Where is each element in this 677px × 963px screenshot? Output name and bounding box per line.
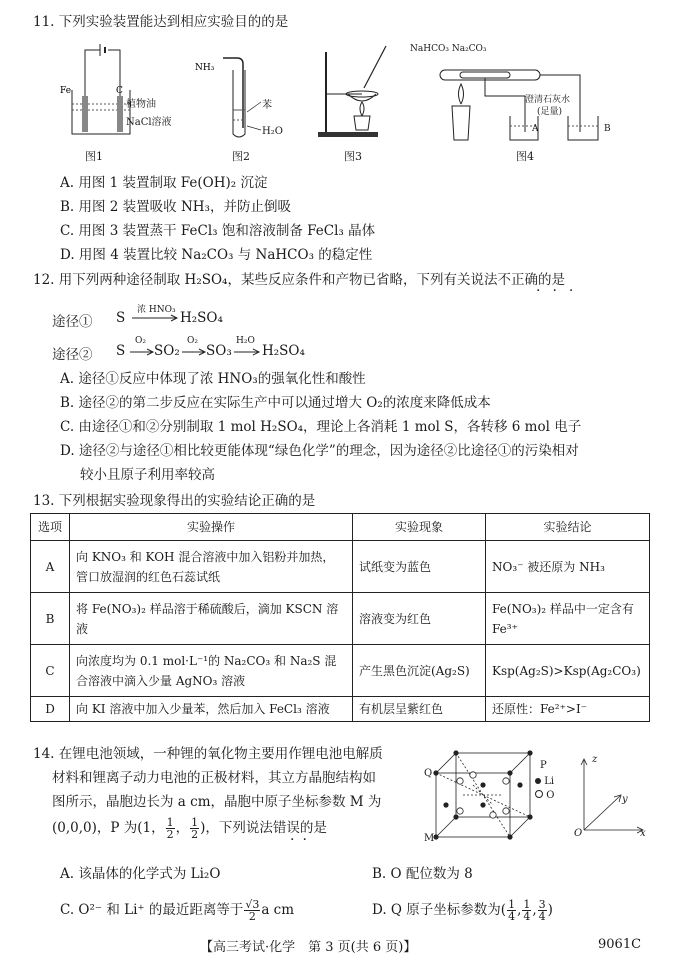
fig2-benzene-label: 苯 [262,100,272,111]
q14-stem-m: (0,0,0)，P 为(1， [52,820,165,836]
q14-stem-line3: 图所示，晶胞边长为 a cm，晶胞中原子坐标参数 M 为 [52,794,382,810]
legend-o-entry [535,790,554,801]
route1-s: S [116,310,126,326]
sqrt3-num: √3 [245,898,260,911]
unit-cell-diagram [420,745,550,845]
q-coord-y-num: 1 [523,898,531,911]
header-operation: 实验操作 [70,514,353,541]
route1-label: 途径① [52,314,93,330]
row-b-operation: 将 Fe(NO₃)₂ 样品溶于稀硫酸后，滴加 KSCN 溶液 [70,593,353,645]
route2-o2-first: O₂ [135,336,146,346]
q14-option-d: D. Q 原子坐标参数为( $\frac{1}{4}$ , $\frac{1}{4}$ , $\frac{3}{4}$ ) [372,898,553,923]
fig4-a-label: A [532,124,539,134]
sqrt3-den: 2 [248,910,256,923]
q12-emphasis-dots: ··· [536,283,586,299]
q14-option-d-text: D. Q 原子坐标参数为( [372,902,507,918]
half-fraction-2 [190,817,199,840]
q11-stem: 11. 下列实验装置能达到相应实验目的的是 [33,14,289,30]
table-header-row [31,514,650,541]
cell-p-label: P [540,760,547,771]
route1-reagent: 浓 HNO₃ [137,305,176,315]
table-row [31,541,650,593]
fig1-c-label: C [116,86,123,96]
header-phenomenon: 实验现象 [353,514,486,541]
header-conclusion: 实验结论 [486,514,650,541]
table-row [31,645,650,697]
q14-option-b: B. O 配位数为 8 [372,866,473,882]
fig4-caption: 图4 [516,150,534,163]
q14-emphasis-dots: ·· [290,832,315,848]
fig2-caption: 图2 [232,150,250,163]
fig4-excess-label: (足量) [537,107,563,117]
fig2-nh3-label: NH₃ [195,63,215,73]
route2-product: H₂SO₄ [262,343,305,359]
row-c-phenomenon: 产生黑色沉淀(Ag₂S) [353,645,486,697]
axis-z-label: z [592,754,598,765]
row-c-option: C [31,645,70,697]
route2-s: S [116,343,126,359]
half-num-2: 1 [191,816,199,829]
q12-option-c: C. 由途径①和②分别制取 1 mol H₂SO₄，理论上各消耗 1 mol S，各转移 6 mol 电子 [60,419,582,435]
route2-o2-second: O₂ [187,336,198,346]
q-coord-x-num: 1 [508,898,516,911]
half-den-1: 2 [166,828,174,841]
q13-stem: 13. 下列根据实验现象得出的实验结论正确的是 [33,493,316,509]
row-c-operation: 向浓度均为 0.1 mol·L⁻¹的 Na₂CO₃ 和 Na₂S 混合溶液中滴入少量 AgNO₃ 溶液 [70,645,353,697]
header-option: 选项 [31,514,70,541]
fig1-fe-label: Fe [60,86,72,96]
q-coord-y-den: 4 [523,910,531,923]
table-row [31,697,650,722]
q14-option-d-close: ) [547,902,553,918]
q14-stem-line4 [52,816,327,840]
axis-y-label: y [622,794,628,805]
axes-diagram [574,754,654,838]
half-fraction-1 [166,817,175,840]
fig1-nacl-label: NaCl溶液 [126,117,172,128]
q12-option-b: B. 途径②的第二步反应在实际生产中可以通过增大 O₂的浓度来降低成本 [60,395,491,411]
cell-q-label: Q [424,768,433,779]
q11-option-d: D. 用图 4 装置比较 Na₂CO₃ 与 NaHCO₃ 的稳定性 [60,247,373,263]
fig1-oil-label: 植物油 [126,99,156,110]
q14-stem-line1: 14. 在锂电池领域，一种锂的氧化物主要用作锂电池电解质 [33,746,383,762]
q12-option-d: D. 途径②与途径①相比较更能体现“绿色化学”的理念，因为途径②比途径①的污染相对 [60,443,579,459]
row-a-option: A [31,541,70,593]
page-code: 9061C [598,937,642,952]
q14-option-c-text: C. O²⁻ 和 Li⁺ 的最近距离等于 [60,902,244,918]
row-b-phenomenon: 溶液变为红色 [353,593,486,645]
sqrt3-fraction [244,899,260,922]
legend-li-dot [535,778,541,784]
q14-option-c [60,898,294,922]
q14-stem-line2: 材料和锂离子动力电池的正极材料，其立方晶胞结构如 [52,770,376,786]
row-d-operation: 向 KI 溶液中加入少量苯，然后加入 FeCl₃ 溶液 [70,697,353,722]
row-d-phenomenon: 有机层呈紫红色 [353,697,486,722]
half-num-1: 1 [166,816,174,829]
page-footer: 【高三考试·化学 第 3 页(共 6 页)】 [200,940,417,955]
legend-o-label: O [546,790,555,801]
row-d-conclusion: 还原性：Fe²⁺>I⁻ [486,697,650,722]
legend-o-dot [535,790,543,798]
row-b-option: B [31,593,70,645]
table-row [31,593,650,645]
legend-li-label: Li [544,776,555,787]
q-coord-z-num: 3 [538,898,546,911]
route2-h2o: H₂O [236,336,255,346]
fig4-salts-label: NaHCO₃ Na₂CO₃ [410,44,487,54]
route2-so3: SO₃ [206,343,232,359]
q-coord-x [507,899,516,922]
half-den-2: 2 [191,828,199,841]
q13-table [30,513,650,722]
legend-li-entry [535,776,554,787]
q-coord-z [538,899,547,922]
q-coord-z-den: 4 [538,910,546,923]
fig3-caption: 图3 [344,150,362,163]
q11-option-c: C. 用图 3 装置蒸干 FeCl₃ 饱和溶液制备 FeCl₃ 晶体 [60,223,376,239]
q-coord-x-den: 4 [508,910,516,923]
axis-origin-label: O [574,828,583,839]
fig4-stability-diagram [430,56,610,144]
row-a-conclusion: NO₃⁻ 被还原为 NH₃ [486,541,650,593]
fig1-caption: 图1 [85,150,103,163]
axis-x-label: x [640,828,646,839]
row-d-option: D [31,697,70,722]
row-c-conclusion: Ksp(Ag₂S)>Ksp(Ag₂CO₃) [486,645,650,697]
q12-option-d-cont: 较小且原子利用率较高 [80,467,215,483]
route1-product: H₂SO₄ [180,310,223,326]
q14-option-c-unit: a cm [261,902,295,918]
fig4-limewater-label: 澄清石灰水 [525,95,571,105]
q12-option-a: A. 途径①反应中体现了浓 HNO₃的强氧化性和酸性 [60,371,366,387]
q11-option-b: B. 用图 2 装置吸收 NH₃，并防止倒吸 [60,199,291,215]
q14-stem-comma: ， [175,820,190,836]
q-coord-y [522,899,531,922]
fig4-b-label: B [604,124,611,134]
row-b-conclusion: Fe(NO₃)₂ 样品中一定含有 Fe³⁺ [486,593,650,645]
route2-label: 途径② [52,347,93,363]
cell-m-label: M [424,833,435,844]
q11-option-a: A. 用图 1 装置制取 Fe(OH)₂ 沉淀 [60,175,268,191]
row-a-phenomenon: 试纸变为蓝色 [353,541,486,593]
q14-option-a: A. 该晶体的化学式为 Li₂O [60,866,221,882]
fig2-water-label: H₂O [262,126,283,137]
fig3-evaporation-diagram [318,42,398,142]
q12-stem: 12. 用下列两种途径制取 H₂SO₄，某些反应条件和产物已省略，下列有关说法不正确的是 [33,272,565,288]
route2-so2: SO₂ [154,343,180,359]
q14-stem-tail: )，下列说法错误的是 [200,820,327,836]
row-a-operation: 向 KNO₃ 和 KOH 混合溶液中加入铝粉并加热，管口放湿润的红色石蕊试纸 [70,541,353,593]
